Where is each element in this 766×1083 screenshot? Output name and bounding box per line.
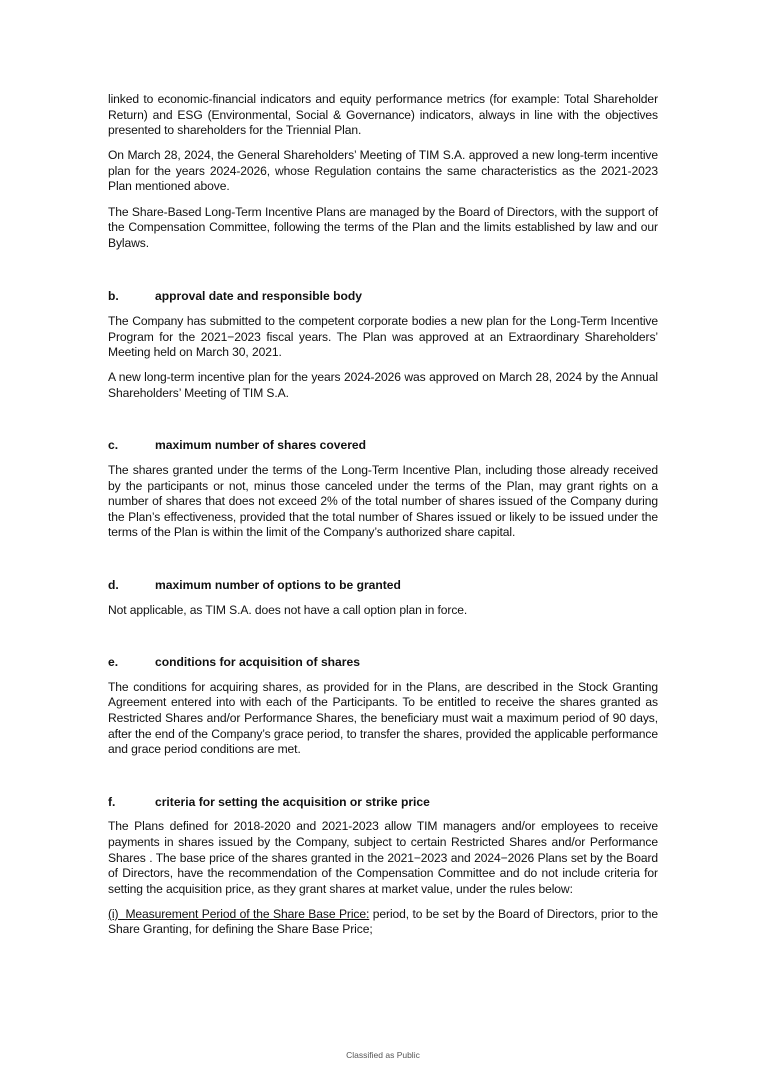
section-f-item-i	[108, 907, 658, 938]
section-c-title: maximum number of shares covered	[155, 438, 367, 453]
section-f-heading	[108, 795, 658, 811]
classification-footer: Classified as Public	[346, 1050, 420, 1060]
item-i-text: period, to be set by the Board of Directors, prior to the Share Granting, for defining the Share Base Price;	[108, 906, 659, 937]
section-c-letter: c.	[108, 438, 119, 453]
section-f-title: criteria for setting the acquisition or strike price	[155, 794, 430, 809]
section-b-letter: b.	[108, 289, 119, 304]
section-d-title: maximum number of options to be granted	[155, 577, 401, 592]
item-i-term: Measurement Period of the Share Base Price:	[125, 906, 370, 921]
section-e-title: conditions for acquisition of shares	[155, 655, 360, 670]
section-f	[108, 795, 658, 938]
section-e-letter: e.	[108, 655, 119, 670]
section-c-paragraph-1: The shares granted under the terms of the Long-Term Incentive Plan, including those already received by the participants or not, minus those canceled under the terms of the Plan, may grant rights on a number of shares that does not exceed 2% of the total number of shares issued of the Company during the Plan’s effectiveness, provided that the total number of Shares issued or likely to be issued under the terms of the Plan is within the limit of the Company’s authorized share capital.	[108, 463, 658, 540]
item-i-marker: (i)	[108, 906, 119, 921]
section-f-paragraph-1: The Plans defined for 2018-2020 and 2021-2023 allow TIM managers and/or employees to receive payments in shares issued by the Company, subject to certain Restricted Shares and/or Performance Shares . The base price of the shares granted in the 2021−2023 and 2024−2026 Plans set by the Board of Directors, have the recommendation of the Compensation Committee and do not include criteria for setting the acquisition price, as they grant shares at market value, under the rules below:	[108, 819, 658, 896]
section-e-paragraph-1: The conditions for acquiring shares, as provided for in the Plans, are described in the Stock Granting Agreement entered into with each of the Participants. To be entitled to receive the shares granted as Restricted Shares and/or Performance Shares, the beneficiary must wait a maximum period of 90 days, after the end of the Company’s grace period, to transfer the shares, provided the applicable performance and grace period conditions are met.	[108, 679, 658, 757]
section-c-heading	[108, 438, 658, 454]
section-d-paragraph-1: Not applicable, as TIM S.A. does not have a call option plan in force.	[108, 602, 468, 617]
section-d	[108, 578, 658, 618]
document-body	[108, 92, 658, 938]
intro-paragraph-1: linked to economic-financial indicators and equity performance metrics (for example: Total Shareholder Return) and ESG (Environmental, Social & Governance) indicators, always in line with the objectives presented to shareholders for the Triennial Plan.	[108, 92, 658, 138]
section-e-heading	[108, 655, 658, 671]
section-d-heading	[108, 578, 658, 594]
section-e	[108, 655, 658, 758]
section-c	[108, 438, 658, 541]
section-f-letter: f.	[108, 794, 116, 809]
section-b	[108, 289, 658, 401]
section-b-heading	[108, 289, 658, 305]
section-b-title: approval date and responsible body	[155, 289, 362, 304]
section-b-paragraph-2: A new long-term incentive plan for the years 2024-2026 was approved on March 28, 2024 by the Annual Shareholders’ Meeting of TIM S.A.	[108, 370, 658, 400]
intro-paragraph-2: On March 28, 2024, the General Shareholders’ Meeting of TIM S.A. approved a new long-term incentive plan for the years 2024-2026, whose Regulation contains the same characteristics as the 2021-2023 Plan mentioned above.	[108, 148, 658, 194]
intro-paragraph-3: The Share-Based Long-Term Incentive Plans are managed by the Board of Directors, with the support of the Compensation Committee, following the terms of the Plan and the limits established by law and our Bylaws.	[108, 204, 658, 250]
section-d-letter: d.	[108, 577, 119, 592]
section-b-paragraph-1: The Company has submitted to the competent corporate bodies a new plan for the Long-Term Incentive Program for the 2021−2023 fiscal years. The Plan was approved at an Extraordinary Shareholders’ Meeting held on March 30, 2021.	[108, 313, 658, 360]
